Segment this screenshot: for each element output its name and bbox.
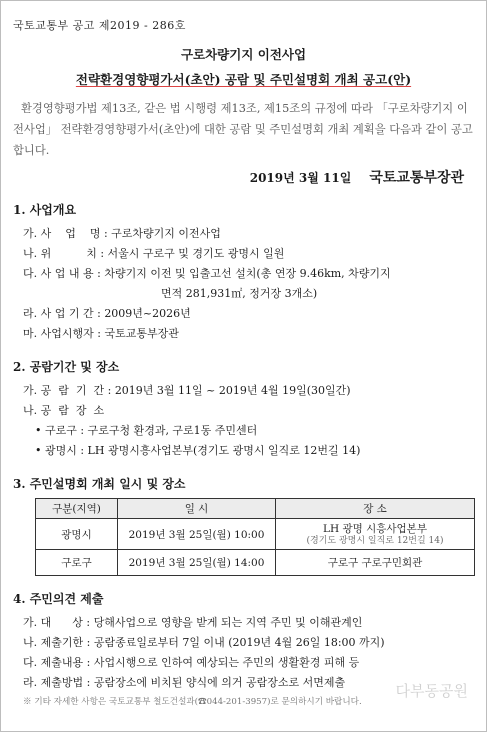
overview-item [13, 264, 474, 284]
overview-item [13, 324, 474, 344]
subtitle-text: 전략환경영향평가서(초안) 공람 및 주민설명회 개최 공고(안) [75, 72, 412, 87]
item-value: 구로차량기지 이전사업 [111, 227, 221, 240]
item-value: 당해사업으로 영향을 받게 되는 지역 주민 및 이해관계인 [93, 616, 363, 629]
item-label: 라. 제출방법 : [23, 676, 94, 689]
item-label: 나. 제출기한 : [23, 636, 94, 649]
watermark: 다부동공원 [395, 682, 468, 700]
notice-number: 국토교통부 공고 제2019 - 286호 [13, 19, 186, 32]
item-label: 라. 사 업 기 간 : [23, 307, 105, 320]
item-label: 마. 사업시행자 : [23, 327, 105, 340]
item-value: 서울시 구로구 및 경기도 광명시 일원 [107, 247, 285, 260]
item-value: 국토교통부장관 [104, 327, 179, 340]
opinion-item [13, 653, 474, 673]
section-heading: 2. 공람기간 및 장소 [13, 360, 120, 374]
opinion-item [13, 613, 474, 633]
opinion-item [13, 633, 474, 653]
section-heading: 4. 주민의견 제출 [13, 592, 104, 606]
overview-item [13, 304, 474, 324]
section-heading: 1. 사업개요 [13, 203, 77, 217]
place-name: LH 광명 시흥사업본부 [323, 523, 427, 535]
overview-item [13, 244, 474, 264]
place-cell [276, 519, 475, 550]
section-briefing [13, 475, 474, 576]
announcement-line [13, 167, 474, 187]
item-label: 다. 사 업 내 용 : [23, 267, 105, 280]
item-value: 공람장소에 비치된 양식에 의거 공람장소로 서면제출 [93, 676, 346, 689]
item-label: 가. 공 람 기 간 : [23, 384, 115, 397]
table-row [36, 519, 475, 550]
table-row [36, 550, 475, 576]
section-heading: 3. 주민설명회 개최 일시 및 장소 [13, 477, 186, 491]
inspection-period [13, 381, 474, 401]
intro-paragraph: 환경영향평가법 제13조, 같은 법 시행령 제13조, 제15조의 규정에 따라 「구로차량기지 이전사업」 전략환경영향평가서(초안)에 대한 공람 및 주민설명회 개최 계획을 다음과 같이 공고합니다. [13, 102, 473, 157]
region-cell: 구로구 [36, 550, 118, 576]
item-label: 다. 제출내용 : [23, 656, 94, 669]
item-value: 2019년 3월 11일 ~ 2019년 4월 19일(30일간) [114, 384, 351, 397]
datetime-cell: 2019년 3월 25일(월) 10:00 [118, 519, 276, 550]
item-value: 차량기지 이전 및 입출고선 설치(총 연장 9.46km, 차량기지 [104, 267, 391, 280]
table-header-row [36, 499, 475, 519]
column-header: 구분(지역) [36, 499, 118, 519]
announce-date: 2019년 3월 11일 [249, 171, 352, 185]
item-value-continued: 면적 281,931㎡, 정거장 3개소) [161, 287, 318, 300]
column-header: 일 시 [118, 499, 276, 519]
place-cell: 구로구 구로구민회관 [276, 550, 475, 576]
overview-item [13, 224, 474, 244]
footer-note: ※ 기타 자세한 사항은 국토교통부 철도건설과(☎044-201-3957)로 문의하시기 바랍니다. [23, 697, 362, 707]
briefing-table [35, 498, 475, 576]
item-value: 공람종료일로부터 7일 이내 (2019년 4월 26일 18:00 까지) [93, 636, 385, 649]
place-bullet: • 광명시 : LH 광명시흥사업본부(경기도 광명시 일직로 12번길 14) [35, 444, 361, 457]
place-bullet: • 구로구 : 구로구청 환경과, 구로1동 주민센터 [35, 424, 258, 437]
item-label: 가. 대 상 : [23, 616, 94, 629]
place-address: (경기도 광명시 일직로 12번길 14) [306, 536, 444, 546]
region-cell: 광명시 [36, 519, 118, 550]
announcer-name: 국토교통부장관 [369, 170, 464, 186]
section-project-overview [13, 201, 474, 344]
section-inspection [13, 358, 474, 461]
item-label: 나. 위 치 : [23, 247, 108, 260]
page-subtitle [13, 70, 474, 88]
item-value: 2009년~2026년 [104, 307, 191, 320]
column-header: 장 소 [276, 499, 475, 519]
item-label: 가. 사 업 명 : [23, 227, 112, 240]
datetime-cell: 2019년 3월 25일(월) 14:00 [118, 550, 276, 576]
item-label: 나. 공 람 장 소 [23, 404, 105, 417]
page-title: 구로차량기지 이전사업 [180, 47, 307, 62]
item-value: 사업시행으로 인하여 예상되는 주민의 생활환경 피해 등 [93, 656, 360, 669]
inspection-place-label [13, 401, 474, 421]
